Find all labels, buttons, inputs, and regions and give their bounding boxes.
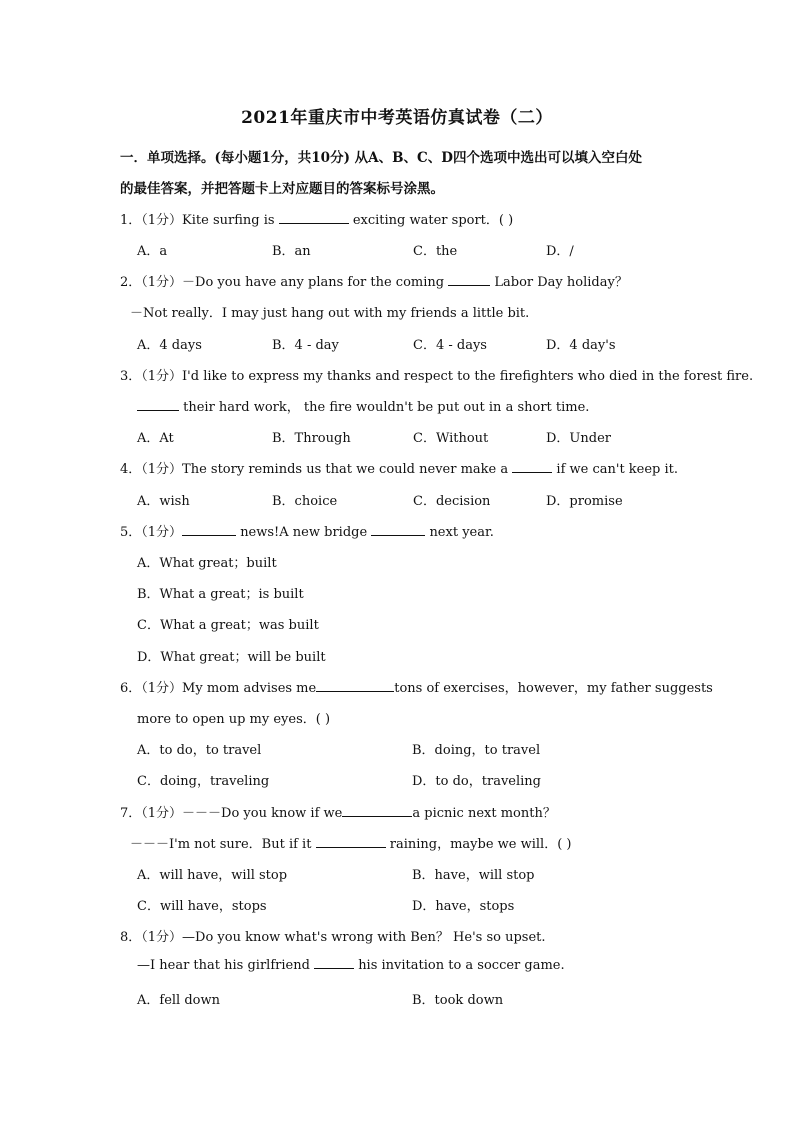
option-b: B．have，will stop [412, 868, 535, 883]
question-text: －－－I'm not sure．But if it [130, 837, 312, 852]
question-2 [120, 271, 628, 290]
answer-blank [137, 409, 179, 411]
question-4 [120, 458, 678, 477]
question-text: their hard work， the fire wouldn't be put out in a short time. [183, 400, 590, 415]
option-b: B．took down [412, 993, 504, 1008]
option-a: A．to do，to travel [137, 743, 262, 758]
page-title: 2021年重庆市中考英语仿真试卷（二） [241, 108, 553, 128]
option-d: D．What great；will be built [137, 650, 326, 665]
question-text: 7．（1分）－－－Do you know if we [120, 806, 343, 821]
question-8: 8．（1分）—Do you know what's wrong with Ben？ He's so upset. [120, 930, 546, 945]
question-3-line2 [137, 396, 589, 415]
section-heading-line1: 一．单项选择。(每小题1分，共10分) 从A、B、C、D四个选项中选出可以填入空白处 [120, 150, 642, 166]
option-b: B．Through [272, 431, 351, 446]
answer-blank [279, 222, 349, 224]
question-2-reply: －Not really．I may just hang out with my friends a little bit. [130, 306, 530, 321]
question-6 [120, 677, 713, 696]
option-d: D．Under [546, 431, 611, 446]
question-7-line2 [130, 833, 571, 852]
question-text: 4．（1分）The story reminds us that we could never make a [120, 462, 509, 477]
option-c: C．the [413, 244, 458, 259]
option-b: B．an [272, 244, 311, 259]
question-5 [120, 521, 494, 540]
question-text: raining，maybe we will．( ) [389, 837, 572, 852]
option-c: C．doing，traveling [137, 774, 270, 789]
section-heading-line2: 的最佳答案，并把答题卡上对应题目的答案标号涂黑。 [120, 181, 444, 197]
option-a: A．fell down [137, 993, 220, 1008]
option-c: C．will have，stops [137, 899, 267, 914]
option-d: D．4 day's [546, 338, 616, 353]
option-a: A．What great；built [137, 556, 277, 571]
option-c: C．What a great；was built [137, 618, 319, 633]
option-a: A．a [137, 244, 168, 259]
answer-blank [316, 690, 394, 692]
question-text: next year. [429, 525, 494, 540]
question-text: exciting water sport．( ) [352, 213, 514, 228]
question-6-line2: more to open up my eyes．( ) [137, 712, 331, 727]
option-b: B．What a great；is built [137, 587, 304, 602]
option-a: A．4 days [137, 338, 202, 353]
option-b: B．choice [272, 494, 338, 509]
question-1 [120, 209, 513, 228]
option-b: B．doing，to travel [412, 743, 541, 758]
option-c: C．Without [413, 431, 489, 446]
answer-blank [342, 815, 412, 817]
question-8-line2 [137, 958, 565, 973]
question-text: Labor Day holiday？ [494, 275, 628, 290]
option-a: A．will have，will stop [137, 868, 288, 883]
question-text: a picnic next month？ [412, 806, 556, 821]
question-text: 2．（1分）－Do you have any plans for the coming [120, 275, 445, 290]
question-text: his invitation to a soccer game. [358, 958, 565, 973]
answer-blank [371, 534, 425, 536]
answer-blank [512, 471, 552, 473]
question-text: 5．（1分） [120, 525, 183, 540]
option-d: D．promise [546, 494, 623, 509]
option-c: C．decision [413, 494, 491, 509]
answer-blank [182, 534, 236, 536]
question-3: 3．（1分）I'd like to express my thanks and respect to the firefighters who died in the forest fire. [120, 369, 754, 384]
question-text: news!A new bridge [240, 525, 368, 540]
option-d: D．have，stops [412, 899, 515, 914]
option-b: B．4 - day [272, 338, 339, 353]
question-text: if we can't keep it. [556, 462, 679, 477]
question-text: 1．（1分）Kite surfing is [120, 213, 275, 228]
question-7 [120, 802, 556, 821]
option-d: D．/ [546, 244, 574, 259]
question-text: tons of exercises，however，my father suggests [394, 681, 713, 696]
option-a: A．wish [137, 494, 190, 509]
answer-blank [316, 846, 386, 848]
answer-blank [314, 967, 354, 969]
option-c: C．4 - days [413, 338, 487, 353]
option-a: A．At [137, 431, 174, 446]
question-text: 6．（1分）My mom advises me [120, 681, 317, 696]
answer-blank [448, 284, 490, 286]
question-text: —I hear that his girlfriend [137, 958, 310, 973]
option-d: D．to do，traveling [412, 774, 541, 789]
